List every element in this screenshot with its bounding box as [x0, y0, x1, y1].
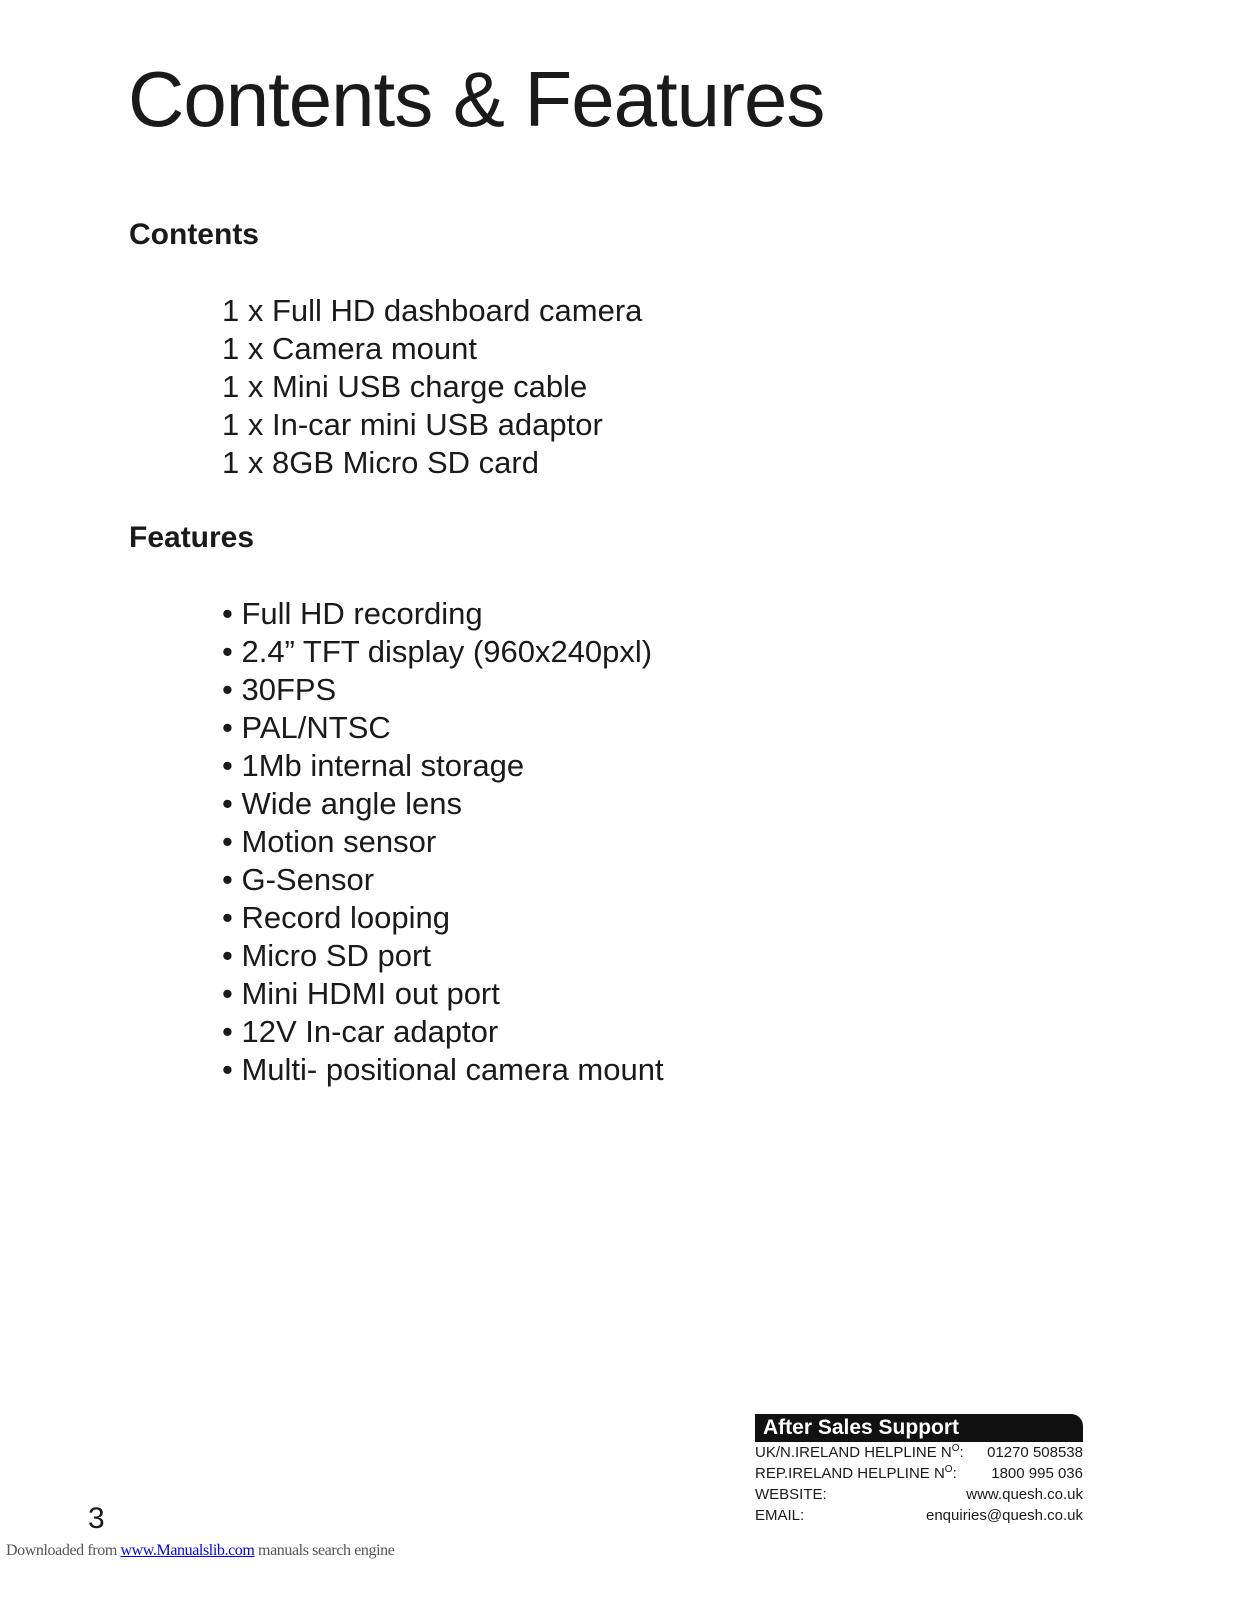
list-item: • Mini HDMI out port: [222, 976, 500, 1011]
list-item: • Micro SD port: [222, 938, 431, 973]
uk-helpline-number: 01270 508538: [987, 1444, 1083, 1461]
website-row: [755, 1484, 1083, 1505]
email-value: enquiries@quesh.co.uk: [926, 1507, 1083, 1524]
list-item: 1 x In-car mini USB adaptor: [222, 407, 603, 442]
contents-list: [222, 292, 642, 482]
page-number: 3: [88, 1502, 105, 1535]
email-label: EMAIL:: [755, 1507, 805, 1524]
footer-suffix: manuals search engine: [254, 1542, 395, 1559]
list-item: • G-Sensor: [222, 862, 375, 897]
uk-helpline-row: [755, 1442, 1083, 1463]
list-item: • 2.4” TFT display (960x240pxl): [222, 634, 653, 669]
email-row: [755, 1505, 1083, 1526]
website-label: WEBSITE:: [755, 1486, 827, 1503]
list-item: 1 x Camera mount: [222, 331, 477, 366]
list-item: • Full HD recording: [222, 596, 483, 631]
list-item: • Wide angle lens: [222, 786, 463, 821]
list-item: 1 x Mini USB charge cable: [222, 369, 588, 404]
list-item: • 12V In-car adaptor: [222, 1014, 499, 1049]
website-value: www.quesh.co.uk: [966, 1486, 1083, 1503]
manualslib-link[interactable]: www.Manualslib.com: [120, 1542, 255, 1559]
contents-heading: Contents: [129, 218, 259, 251]
list-item: • PAL/NTSC: [222, 710, 391, 745]
rep-ireland-helpline-number: 1800 995 036: [991, 1465, 1083, 1482]
features-list: [222, 595, 664, 1089]
list-item: • 1Mb internal storage: [222, 748, 525, 783]
list-item: 1 x Full HD dashboard camera: [222, 293, 643, 328]
list-item: • Record looping: [222, 900, 450, 935]
list-item: • Multi- positional camera mount: [222, 1052, 664, 1087]
rep-ireland-helpline-label: REP.IRELAND HELPLINE $N^O$:: [755, 1464, 957, 1482]
list-item: • 30FPS: [222, 672, 337, 707]
after-sales-support-box: [755, 1414, 1083, 1526]
features-heading: Features: [129, 521, 255, 554]
footer-prefix: Downloaded from: [6, 1542, 121, 1559]
page-title: Contents & Features: [128, 55, 825, 143]
download-footer: [6, 1542, 394, 1560]
rep-ireland-helpline-row: [755, 1463, 1083, 1484]
support-heading: After Sales Support: [755, 1414, 1083, 1442]
list-item: • Motion sensor: [222, 824, 437, 859]
list-item: 1 x 8GB Micro SD card: [222, 445, 539, 480]
uk-helpline-label: UK/N.IRELAND HELPLINE $N^O$:: [755, 1443, 964, 1461]
